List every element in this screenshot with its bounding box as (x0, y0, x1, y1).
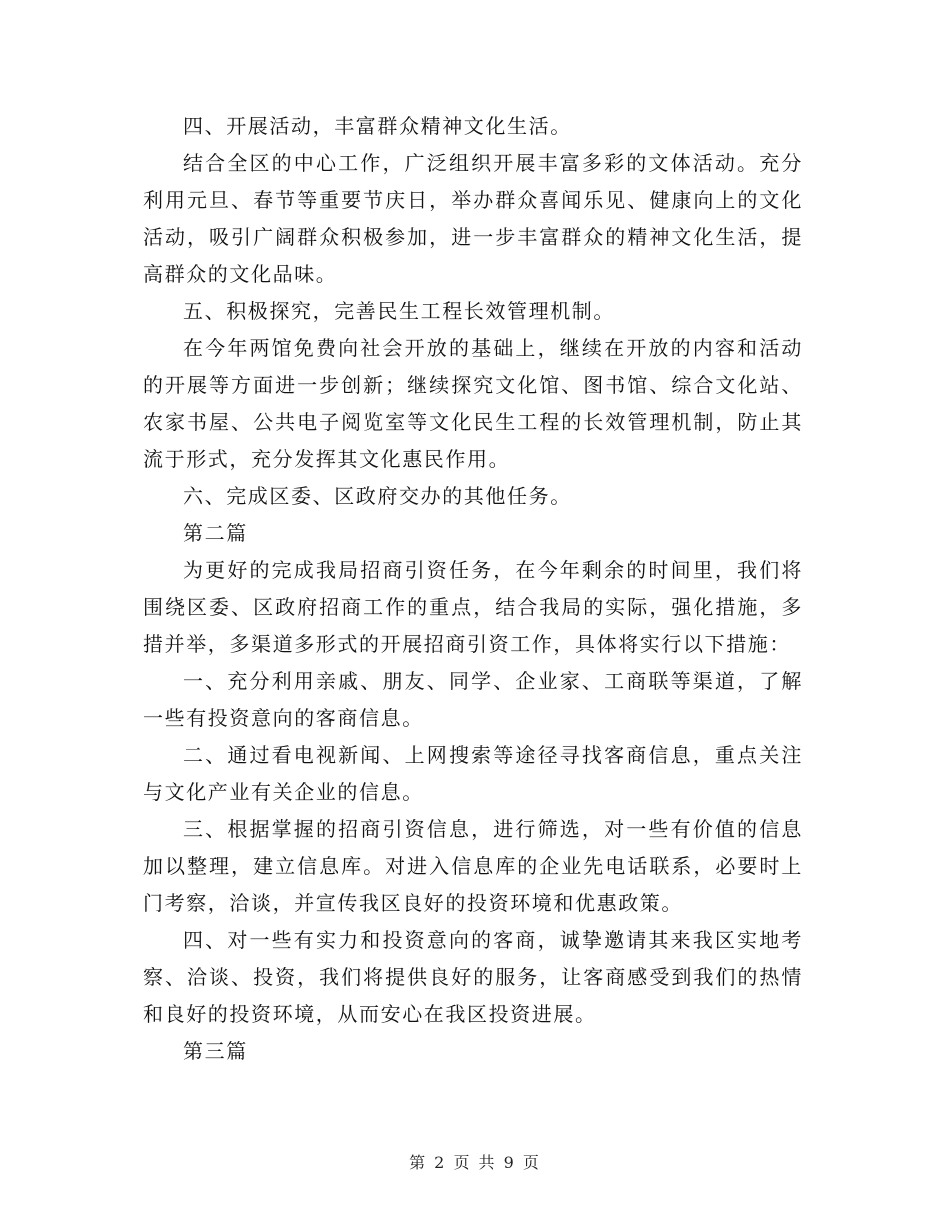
body-paragraph: 在今年两馆免费向社会开放的基础上，继续在开放的内容和活动的开展等方面进一步创新；继续探究文化馆、图书馆、综合文化站、农家书屋、公共电子阅览室等文化民生工程的长效管理机制，防止其流于形式，充分发挥其文化惠民作用。 (143, 336, 803, 471)
part-title: 第三篇 (183, 1039, 248, 1063)
body-paragraph: 结合全区的中心工作，广泛组织开展丰富多彩的文体活动。充分利用元旦、春节等重要节庆日，举办群众喜闻乐见、健康向上的文化活动，吸引广阔群众积极参加，进一步丰富群众的精神文化生活，提高群众的文化品味。 (143, 151, 803, 286)
body-paragraph: 四、对一些有实力和投资意向的客商，诚挚邀请其来我区实地考察、洽谈、投资，我们将提供良好的服务，让客商感受到我们的热情和良好的投资环境，从而安心在我区投资进展。 (143, 928, 803, 1026)
page-number-footer: 第 2 页 共 9 页 (409, 1153, 541, 1172)
body-paragraph: 一、充分利用亲戚、朋友、同学、企业家、工商联等渠道，了解一些有投资意向的客商信息。 (143, 669, 803, 730)
document-body (143, 108, 803, 1070)
body-paragraph: 为更好的完成我局招商引资任务，在今年剩余的时间里，我们将围绕区委、区政府招商工作的重点，结合我局的实际，强化措施，多措并举，多渠道多形式的开展招商引资工作，具体将实行以下措施： (143, 558, 803, 656)
part-title: 第二篇 (183, 521, 248, 545)
section-heading: 五、积极探究，完善民生工程长效管理机制。 (183, 299, 615, 323)
section-heading: 四、开展活动，丰富群众精神文化生活。 (183, 114, 572, 138)
body-paragraph: 二、通过看电视新闻、上网搜索等途径寻找客商信息，重点关注与文化产业有关企业的信息。 (143, 743, 803, 804)
section-heading: 六、完成区委、区政府交办的其他任务。 (183, 484, 572, 508)
body-paragraph: 三、根据掌握的招商引资信息，进行筛选，对一些有价值的信息加以整理，建立信息库。对进入信息库的企业先电话联系，必要时上门考察，洽谈，并宣传我区良好的投资环境和优惠政策。 (143, 817, 803, 915)
